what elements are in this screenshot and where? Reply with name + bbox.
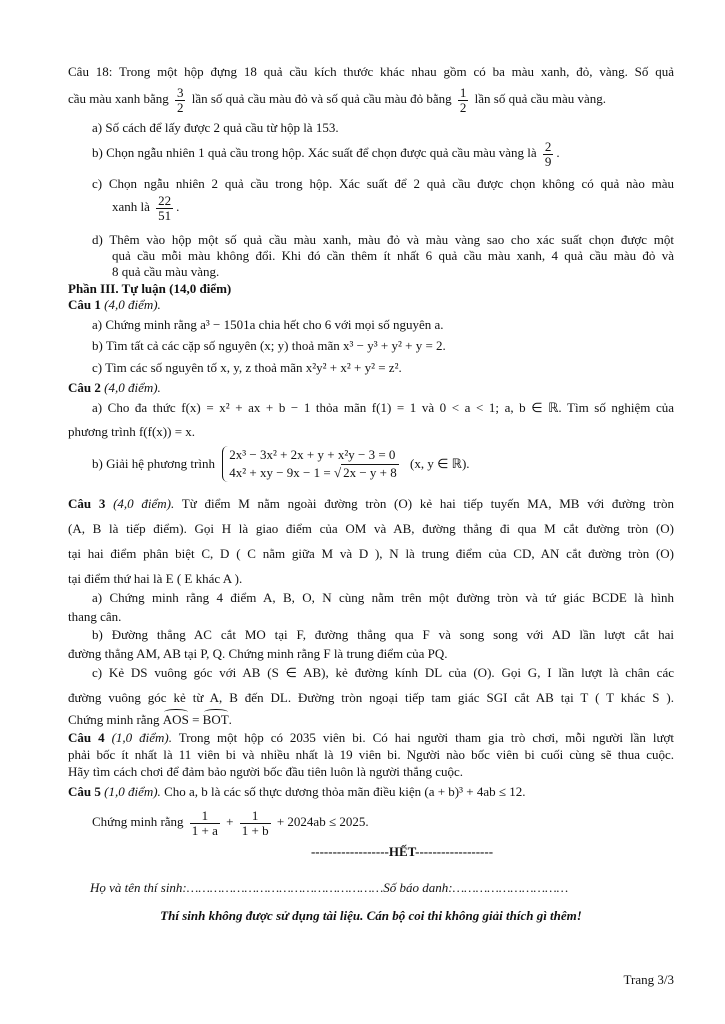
c3-part-c-line-3: Chứng minh rằng AOS = BOT. [68, 712, 232, 727]
part-3-heading: Phần III. Tự luận (14,0 điểm) [68, 281, 232, 296]
equation-2: 4x² + xy − 9x − 1 = √ 2x − y + 8 [229, 465, 397, 480]
c5-fraction-1: $\frac{1}{1 + a}$ [191, 807, 218, 838]
equation-system [222, 446, 399, 482]
c3-line-3: tại hai điểm phân biệt C, D ( C nằm giữa M và D ), N là trung điểm của CD, AN cắt đường tròn (O) [68, 546, 674, 561]
c2-condition: (x, y ∈ ℝ). [410, 456, 470, 471]
c3-part-a-line-2: thang cân. [68, 609, 122, 624]
c3-part-b-line-2: đường thẳng AM, AB tại P, Q. Chứng minh rằng F là trung điểm của PQ. [68, 646, 448, 661]
c4-line-3: Hãy tìm cách chơi để đảm bảo người bốc đầu tiên luôn là người thắng cuộc. [68, 764, 463, 779]
c2-part-b-text: b) Giải hệ phương trình [92, 456, 215, 471]
c1-part-b: b) Tìm tất cả các cặp số nguyên (x; y) thoả mãn x³ − y³ + y² + y = 2. [92, 338, 446, 353]
q18-line-1: Câu 18: Trong một hộp đựng 18 quả cầu kích thước khác nhau gồm có ba màu xanh, đỏ, vàng. Số quả [68, 64, 674, 79]
c3-line-4: tại điểm thứ hai là E ( E khác A ). [68, 571, 243, 586]
c3-line-2: (A, B là tiếp điểm). Gọi H là giao điểm của OM và AB, đường thẳng đi qua M cắt đường tròn (O) [68, 521, 674, 536]
c2-title: Câu 2 [68, 380, 101, 395]
c5-line-2: Chứng minh rằng $\frac{1}{1 + a}$ + $\frac{1}{1 + b}$ + 2024ab ≤ 2025. [92, 807, 369, 838]
c2-part-a-line-1: a) Cho đa thức f(x) = x² + ax + b − 1 thỏa mãn f(1) = 1 và 0 < a < 1; a, b ∈ ℝ. Tìm số nghiệm của [92, 400, 674, 415]
c5-title: Câu 5 [68, 784, 101, 799]
q18-option-d-line-1: d) Thêm vào hộp một số quả cầu màu xanh, màu đỏ và màu vàng sao cho xác suất chọn được một [92, 232, 674, 247]
c2-part-b [92, 446, 674, 490]
angle-bot: BOT [202, 712, 229, 727]
c1-heading [68, 297, 674, 313]
c1-points: (4,0 điểm). [104, 297, 161, 312]
c4-line-2: phải bốc ít nhất là 11 viên bi và nhiều nhất là 19 viên bi. Người nào bốc viên bi cuối cùng sẽ thua cuộc. [68, 747, 674, 762]
c4-line-1: Câu 4 (1,0 điểm). Trong một hộp có 2035 viên bi. Có hai người tham gia trò chơi, mỗi người lần lượt [68, 730, 675, 745]
candidate-info-line: Họ và tên thí sinh:……………………………………………Số báo danh:………………………… [90, 880, 569, 895]
c3-part-a-line-1: a) Chứng minh rằng 4 điểm A, B, O, N cùng nằm trên một đường tròn và tứ giác BCDE là hình [92, 590, 674, 605]
c2-part-a-line-2: phương trình f(f(x)) = x. [68, 424, 196, 439]
q18-option-c-line-2: xanh là $\frac{22}{51}$ . [112, 192, 180, 223]
equation-1: 2x³ − 3x² + 2x + y + x²y − 3 = 0 [229, 447, 396, 462]
q18-option-c-line-1: c) Chọn ngẫu nhiên 2 quả cầu trong hộp. Xác suất để 2 quả cầu được chọn không có quả nào màu [92, 176, 674, 191]
c1-part-c: c) Tìm các số nguyên tố x, y, z thoả mãn x²y² + x² + y² = z². [92, 360, 402, 375]
q18-text-b: lần số quả cầu màu đỏ và số quả cầu màu đỏ bằng [191, 91, 452, 106]
q18-text-a: cầu màu xanh bằng [68, 91, 169, 106]
c1-title: Câu 1 [68, 297, 101, 312]
q18-option-a: a) Số cách để lấy được 2 quả cầu từ hộp là 153. [92, 120, 339, 135]
c3-line-1: Câu 3 (4,0 điểm). Từ điểm M nằm ngoài đường tròn (O) kẻ hai tiếp tuyến MA, MB với đường tròn [68, 496, 675, 511]
q18-line-2 [68, 84, 674, 116]
q18-fraction-1: $\frac{3}{2}$ [176, 84, 184, 115]
c5-points: (1,0 điểm). [104, 784, 161, 799]
c5-prove-text: Chứng minh rằng [92, 814, 184, 829]
q18-option-d-line-2: quả cầu mỗi màu không đổi. Khi đó cần thêm ít nhất 6 quả cầu màu xanh, 4 quả cầu màu đỏ và [112, 248, 674, 263]
q18-option-c-fraction: $\frac{22}{51}$ [158, 192, 172, 223]
q18-text-c: lần số quả cầu màu vàng. [474, 91, 607, 106]
c3-title: Câu 3 [68, 496, 106, 511]
c3-part-b-line-1: b) Đường thẳng AC cắt MO tại F, đường thẳng qua F và song song với AD lần lượt cắt hai [92, 627, 674, 642]
c5-fraction-2: $\frac{1}{1 + b}$ [241, 807, 269, 838]
c5-inequality: + 2024ab ≤ 2025. [276, 814, 369, 829]
page-number: Trang 3/3 [623, 972, 674, 987]
q18-option-d-line-3: 8 quả cầu màu vàng. [112, 264, 220, 279]
q18-fraction-2: $\frac{1}{2}$ [459, 84, 467, 115]
c3-points: (4,0 điểm). [113, 496, 175, 511]
q18-option-b-fraction: $\frac{2}{9}$ [544, 138, 552, 169]
c3-part-c-line-2: đường vuông góc kẻ từ A, B đến DL. Đường tròn ngoại tiếp tam giác SGI cắt AB tại T ( T khác S ). [68, 690, 674, 705]
c2-heading [68, 380, 674, 396]
c3-part-c-line-1: c) Kẻ DS vuông góc với AB (S ∈ AB), kẻ đường kính DL của (O). Gọi G, I lần lượt là chân các [92, 665, 674, 680]
c4-points: (1,0 điểm). [111, 730, 172, 745]
c1-part-a: a) Chứng minh rằng a³ − 1501a chia hết cho 6 với mọi số nguyên a. [92, 317, 444, 332]
c5-line-1: Câu 5 (1,0 điểm). Cho a, b là các số thực dương thỏa mãn điều kiện (a + b)³ + 4ab ≤ 12. [68, 784, 526, 799]
c4-title: Câu 4 [68, 730, 105, 745]
end-marker: ------------------HẾT------------------ [310, 844, 494, 859]
q18-option-b: b) Chọn ngẫu nhiên 1 quả cầu trong hộp. Xác suất để chọn được quả cầu màu vàng là $\frac{2}{9}$ . [92, 138, 560, 169]
exam-notice: Thí sinh không được sử dụng tài liệu. Cán bộ coi thi không giải thích gì thêm! [160, 908, 582, 923]
c2-points: (4,0 điểm). [104, 380, 161, 395]
q18-option-b-text: b) Chọn ngẫu nhiên 1 quả cầu trong hộp. Xác suất để chọn được quả cầu màu vàng là [92, 145, 537, 160]
q18-option-c-text: xanh là [112, 199, 150, 214]
angle-aos: AOS [162, 712, 189, 727]
